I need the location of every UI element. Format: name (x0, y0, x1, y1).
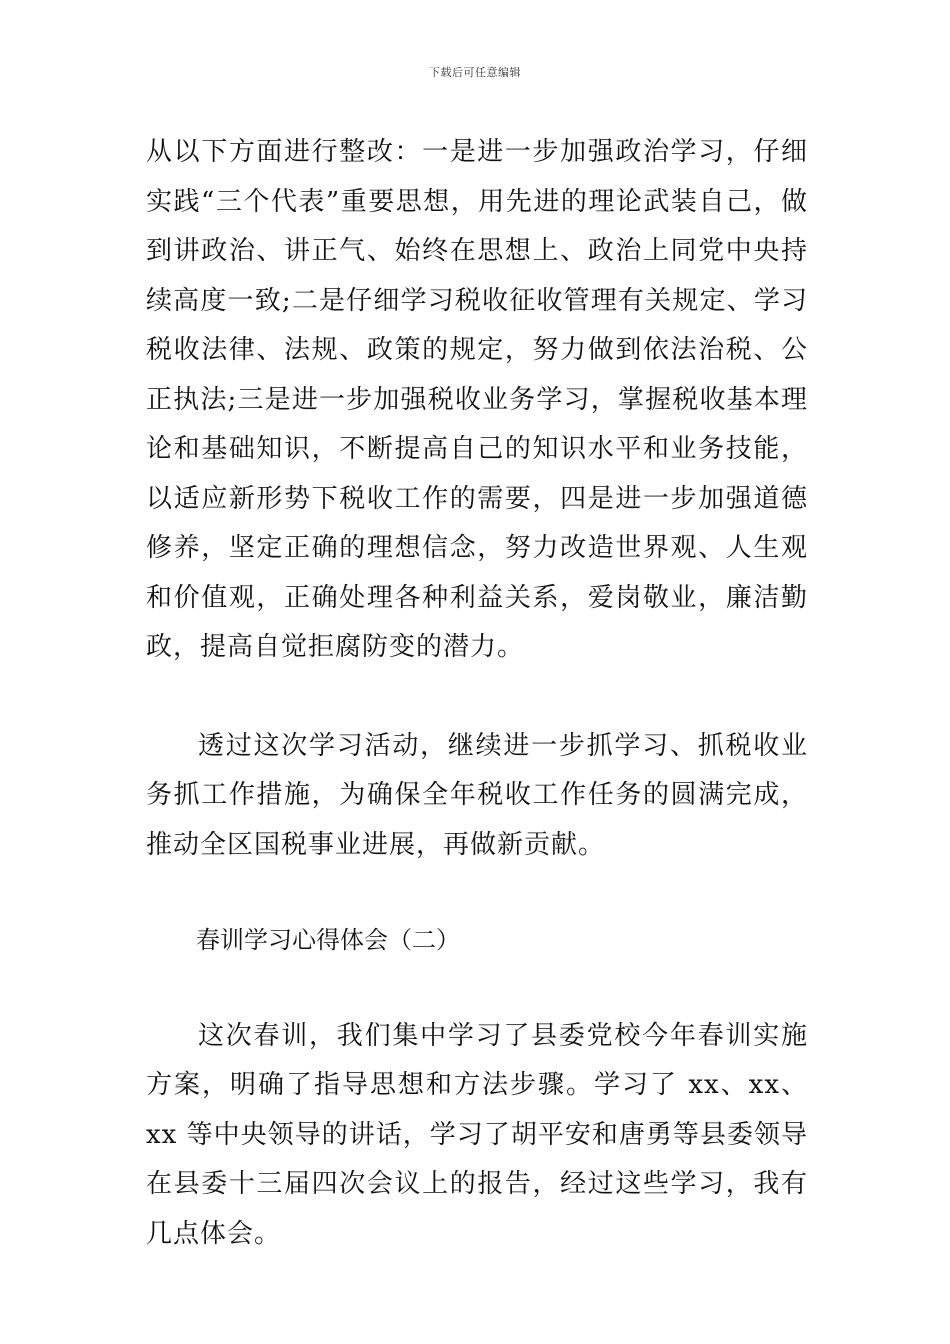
paragraph-spacer (146, 966, 808, 1012)
section-heading: 春训学习心得体会（二） (196, 926, 460, 954)
paragraph-spacer (146, 870, 808, 916)
paragraph-learning-activity: 透过这次学习活动，继续进一步抓学习、抓税收业务抓工作措施，为确保全年税收工作任务的圆满完成，推动全区国税事业进展，再做新贡献。 (146, 730, 808, 860)
page-header: 下载后可任意编辑 (429, 66, 521, 79)
paragraph-spring-training: 这次春训，我们集中学习了县委党校今年春训实施方案，明确了指导思想和方法步骤。学习了 xx、xx、xx 等中央领导的讲话，学习了胡平安和唐勇等县委领导在县委十三届四次会议上的报告，经过这些学习，我有几点体会。 (146, 1020, 808, 1249)
document-body (146, 128, 808, 1259)
paragraph-spacer (146, 673, 808, 722)
paragraph-rectification: 从以下方面进行整改：一是进一步加强政治学习，仔细实践“三个代表”重要思想，用先进的理论武装自己，做到讲政治、讲正气、始终在思想上、政治上同党中央持续高度一致;二是仔细学习税收征收管理有关规定、学习税收法律、法规、政策的规定，努力做到依法治税、公正执法;三是进一步加强税收业务学习，掌握税收基本理论和基础知识，不断提高自己的知识水平和业务技能，以适应新形势下税收工作的需要，四是进一步加强道德修养，坚定正确的理想信念，努力改造世界观、人生观和价值观，正确处理各种利益关系，爱岗敬业，廉洁勤政，提高自觉拒腐防变的潜力。 (146, 137, 808, 662)
